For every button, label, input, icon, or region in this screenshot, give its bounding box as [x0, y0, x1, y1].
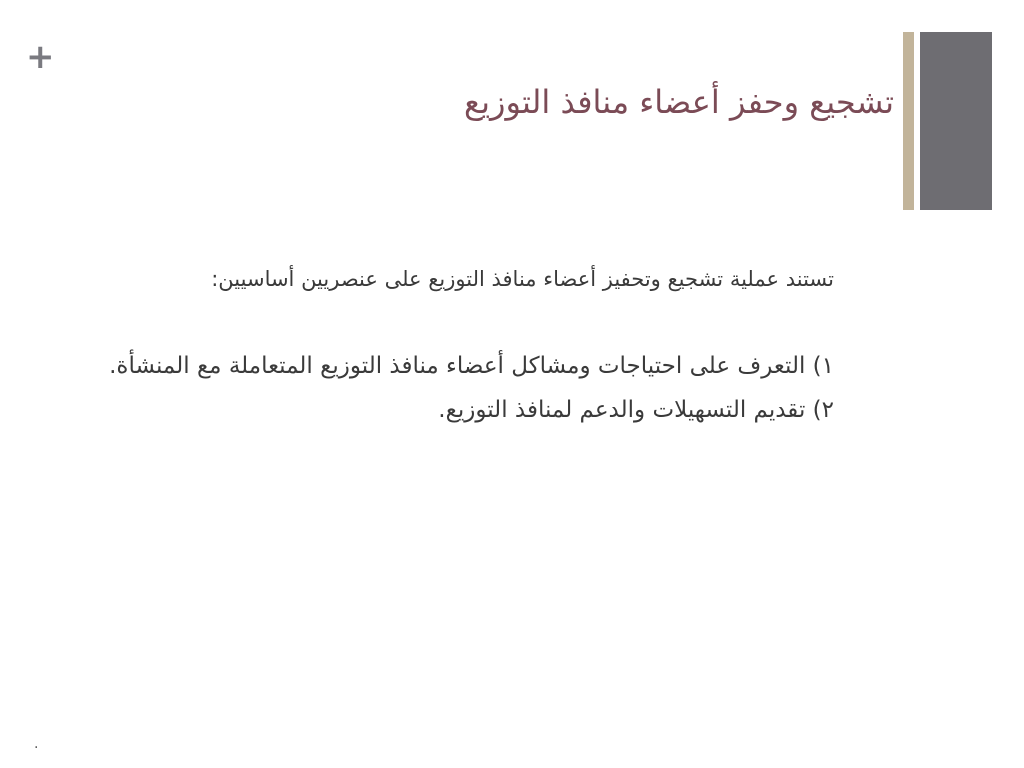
intro-text: تستند عملية تشجيع وتحفيز أعضاء منافذ التوزيع على عنصريين أساسيين: [211, 267, 834, 291]
point-list [34, 344, 834, 432]
slide-body [34, 262, 834, 432]
slide-title: تشجيع وحفز أعضاء منافذ التوزيع [464, 83, 894, 121]
accent-bar-thick [920, 32, 992, 210]
plus-icon: + [26, 37, 55, 77]
list-item: ١) التعرف على احتياجات ومشاكل أعضاء منافذ التوزيع المتعاملة مع المنشأة. [109, 353, 834, 379]
footer-mark: . [34, 736, 39, 752]
accent-bar-thin [903, 32, 914, 210]
list-item: ٢) تقديم التسهيلات والدعم لمنافذ التوزيع. [438, 397, 834, 423]
